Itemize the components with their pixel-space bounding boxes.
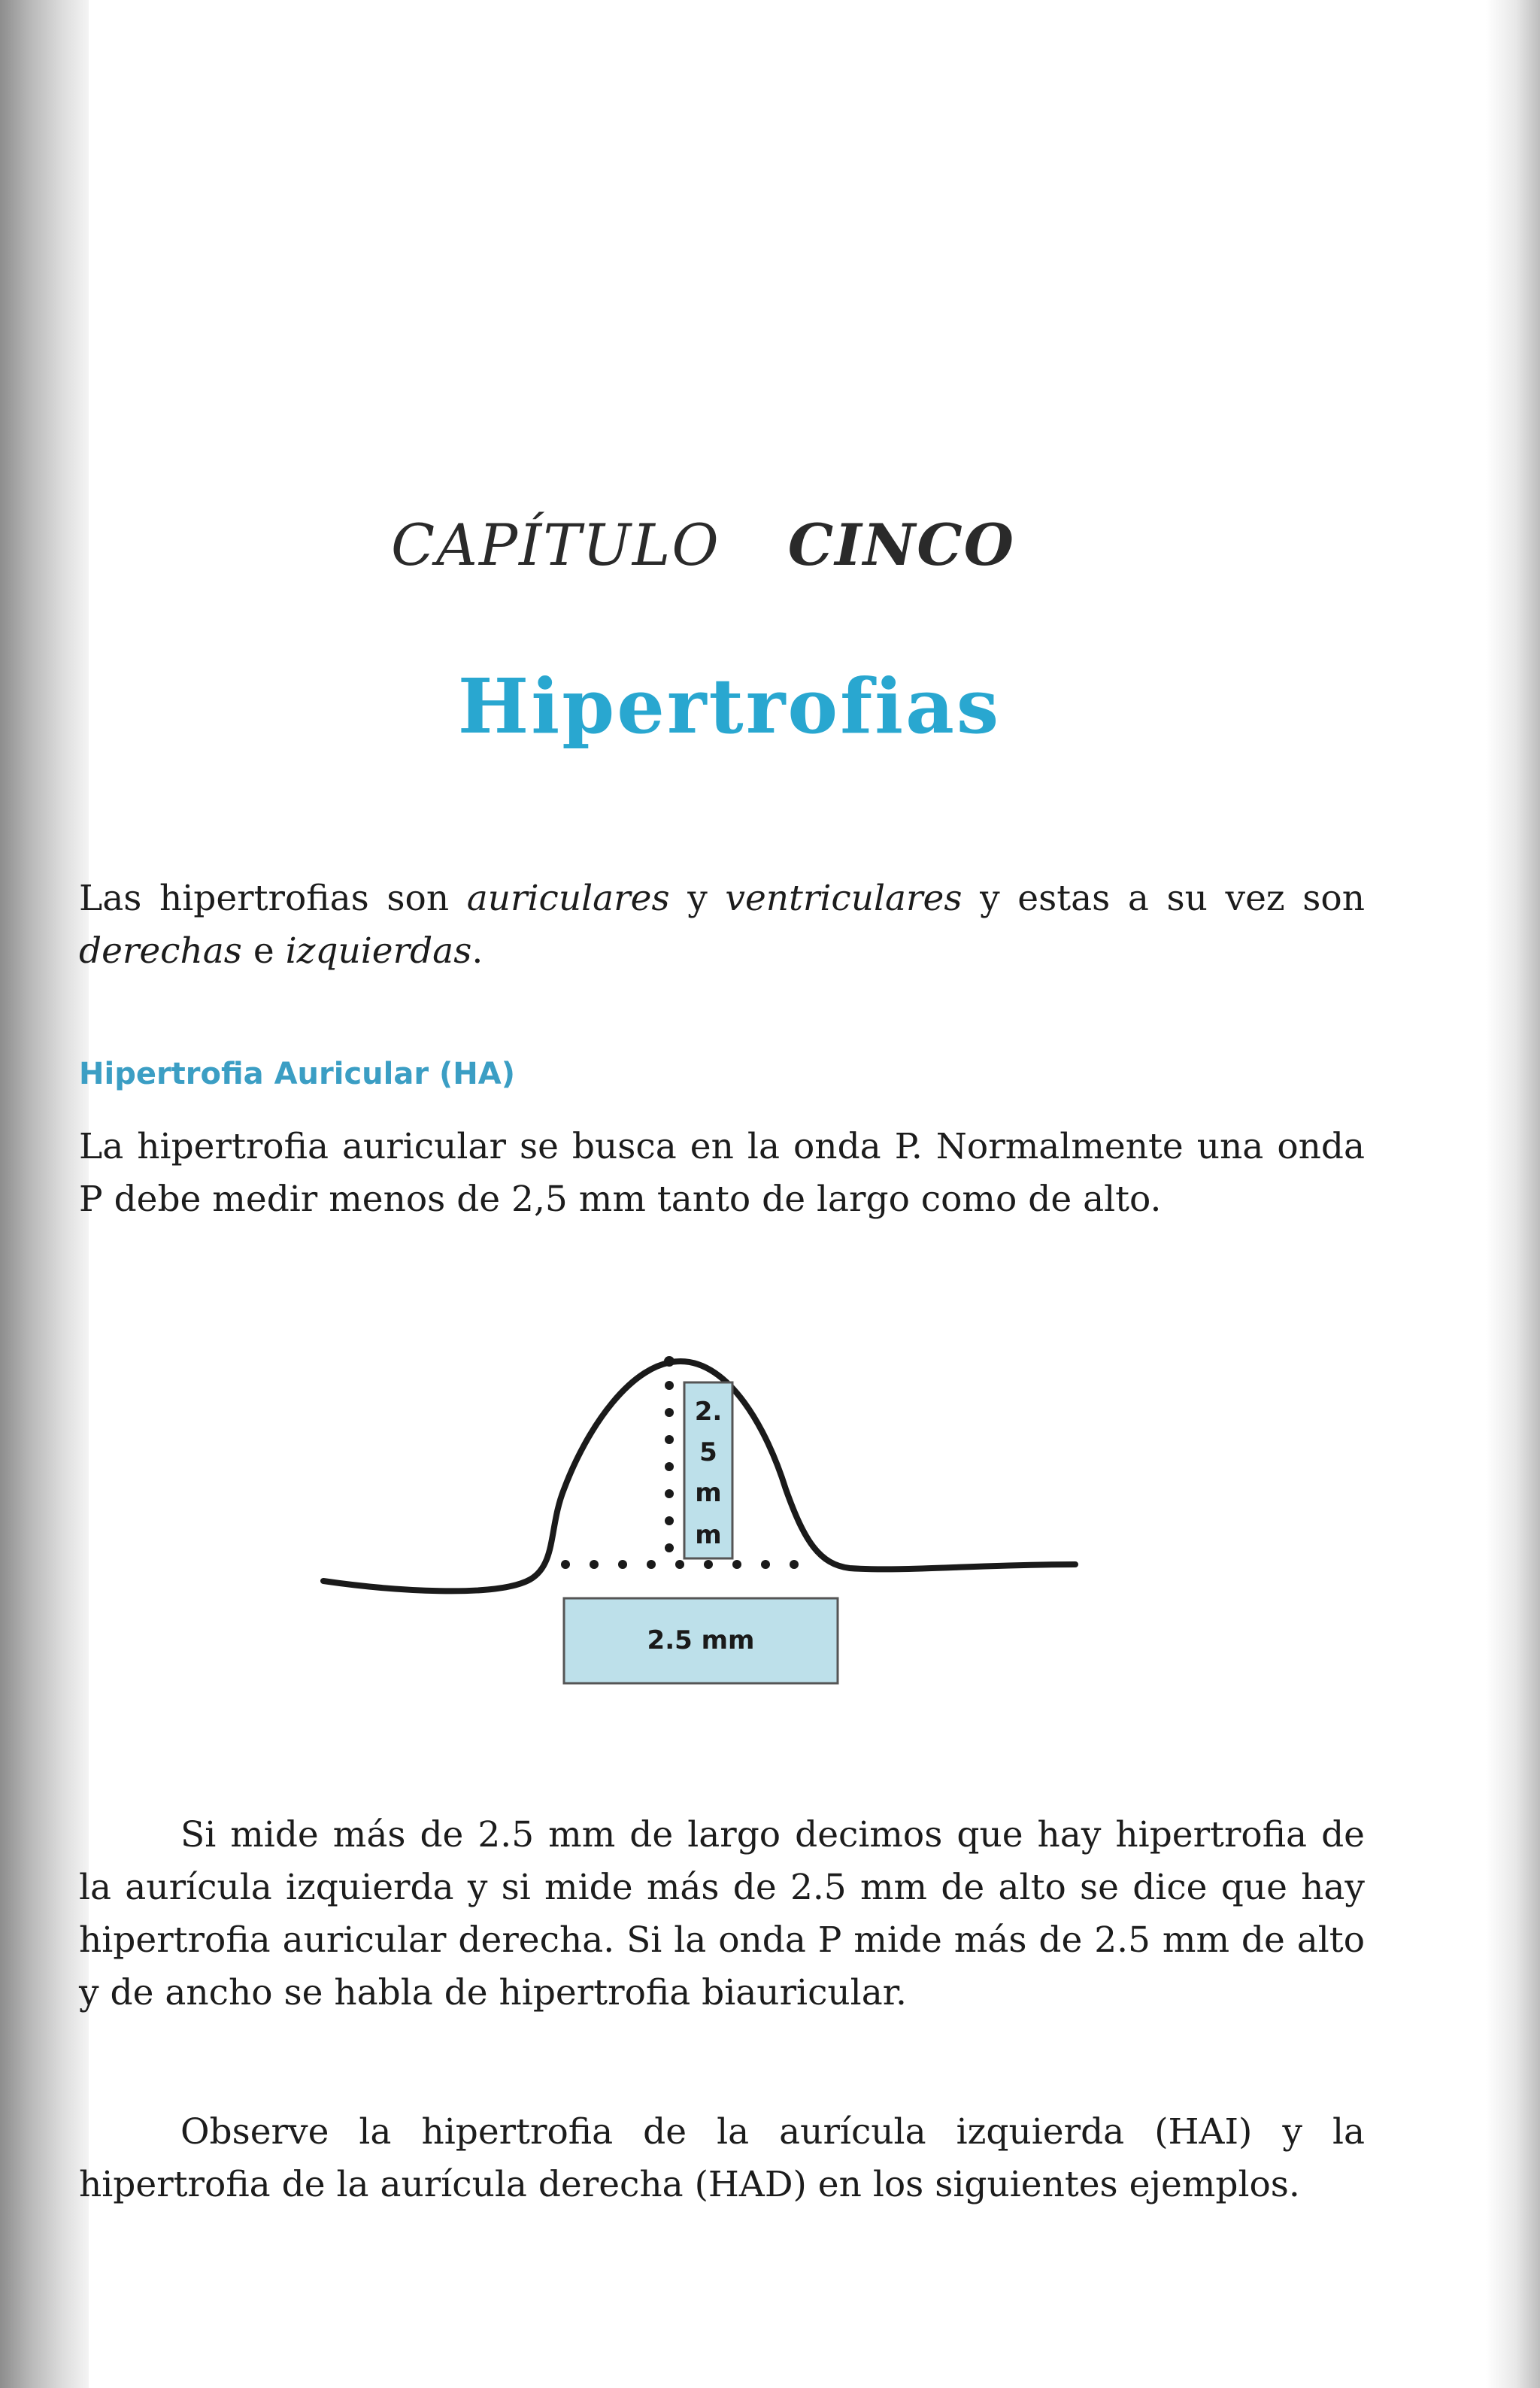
intro-text: Las hipertrofias son: [79, 878, 467, 919]
section-heading: Hipertrofia Auricular (HA): [79, 1057, 515, 1091]
height-dotted-line: [664, 1356, 675, 1552]
intro-text: .: [471, 930, 484, 972]
chapter-label-word: CAPÍTULO: [391, 511, 720, 578]
section-paragraph: La hipertrofia auricular se busca en la onda P. Normalmente una onda P debe medir menos de 2,5 mm tanto de largo como de alto.: [79, 1126, 1365, 1220]
intro-text: e: [241, 930, 286, 972]
height-label-line: m: [695, 1478, 722, 1508]
intro-emphasis: derechas: [79, 930, 242, 972]
body-paragraph: Si mide más de 2.5 mm de largo decimos que hay hipertrofia de la aurícula izquierda y si mide más de 2.5 mm de alto se dice que hay hipertrofia auricular derecha. Si la onda P mide más de 2.5 mm de alto y de ancho se habla de hipertrofia biauricular.: [79, 1814, 1365, 2013]
width-label: 2.5 mm: [647, 1625, 755, 1655]
height-label-line: 2.: [694, 1397, 723, 1427]
intro-paragraph: [79, 872, 1365, 978]
chapter-title: Hipertrofias: [457, 662, 1002, 751]
body-paragraph: Observe la hipertrofia de la aurícula izquierda (HAI) y la hipertrofia de la aurícula derecha (HAD) en los siguientes ejemplos.: [79, 2111, 1365, 2205]
height-label-line: m: [695, 1520, 722, 1550]
height-label-line: 5: [699, 1437, 717, 1467]
chapter-label: [391, 511, 1068, 578]
p-wave-diagram: [301, 1339, 1113, 1700]
intro-emphasis: auriculares: [466, 878, 670, 919]
width-dotted-line: [561, 1560, 799, 1569]
intro-text: y: [669, 878, 726, 919]
intro-text: y estas a su vez son: [962, 878, 1365, 919]
intro-emphasis: ventriculares: [725, 878, 962, 919]
intro-emphasis: izquierdas: [285, 930, 472, 972]
chapter-number-word: CINCO: [787, 511, 1015, 578]
